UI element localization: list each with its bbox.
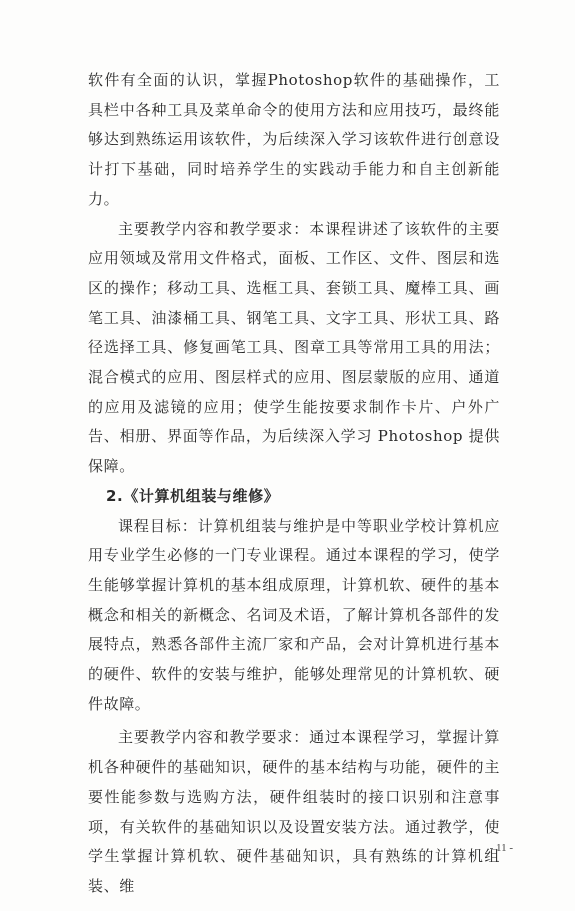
- document-body: [88, 66, 500, 902]
- section-heading-computer-assembly: 2.《计算机组装与维修》: [106, 486, 280, 505]
- paragraph-teaching-content: 主要教学内容和教学要求：通过本课程学习，掌握计算机各种硬件的基础知识，硬件的基本结构与功能，硬件的主要性能参数与选购方法，硬件组装时的接口识别和注意事项，有关软件的基础知识以及设置安装方法。通过教学，使学生掌握计算机软、硬件基础知识，具有熟练的计算机组装、维: [88, 728, 500, 895]
- paragraph-photoshop-objectives: 软件有全面的认识，掌握Photoshop软件的基础操作，工具栏中各种工具及菜单命令的使用方法和应用技巧，最终能够达到熟练运用该软件，为后续深入学习该软件进行创意设计打下基础，同时培养学生的实践动手能力和自主创新能力。: [88, 71, 500, 208]
- page-number: - 11 -: [489, 842, 513, 854]
- paragraph-photoshop-content: 主要教学内容和教学要求：本课程讲述了该软件的主要应用领域及常用文件格式，面板、工作区、文件、图层和选区的操作；移动工具、选框工具、套锁工具、魔棒工具、画笔工具、油漆桶工具、钢笔工具、文字工具、形状工具、路径选择工具、修复画笔工具、图章工具等常用工具的用法；混合模式的应用、图层样式的应用、图层蒙版的应用、通道的应用及滤镜的应用；使学生能按要求制作卡片、户外广告、相册、界面等作品，为后续深入学习 Photoshop 提供保障。: [88, 219, 500, 476]
- paragraph-course-objectives: 课程目标：计算机组装与维护是中等职业学校计算机应用专业学生必修的一门专业课程。通过本课程的学习，使学生能够掌握计算机的基本组成原理，计算机软、硬件的基本概念和相关的新概念、名词及术语，了解计算机各部件的发展特点，熟悉各部件主流厂家和产品，会对计算机进行基本的硬件、软件的安装与维护，能够处理常见的计算机软、硬件故障。: [88, 516, 500, 713]
